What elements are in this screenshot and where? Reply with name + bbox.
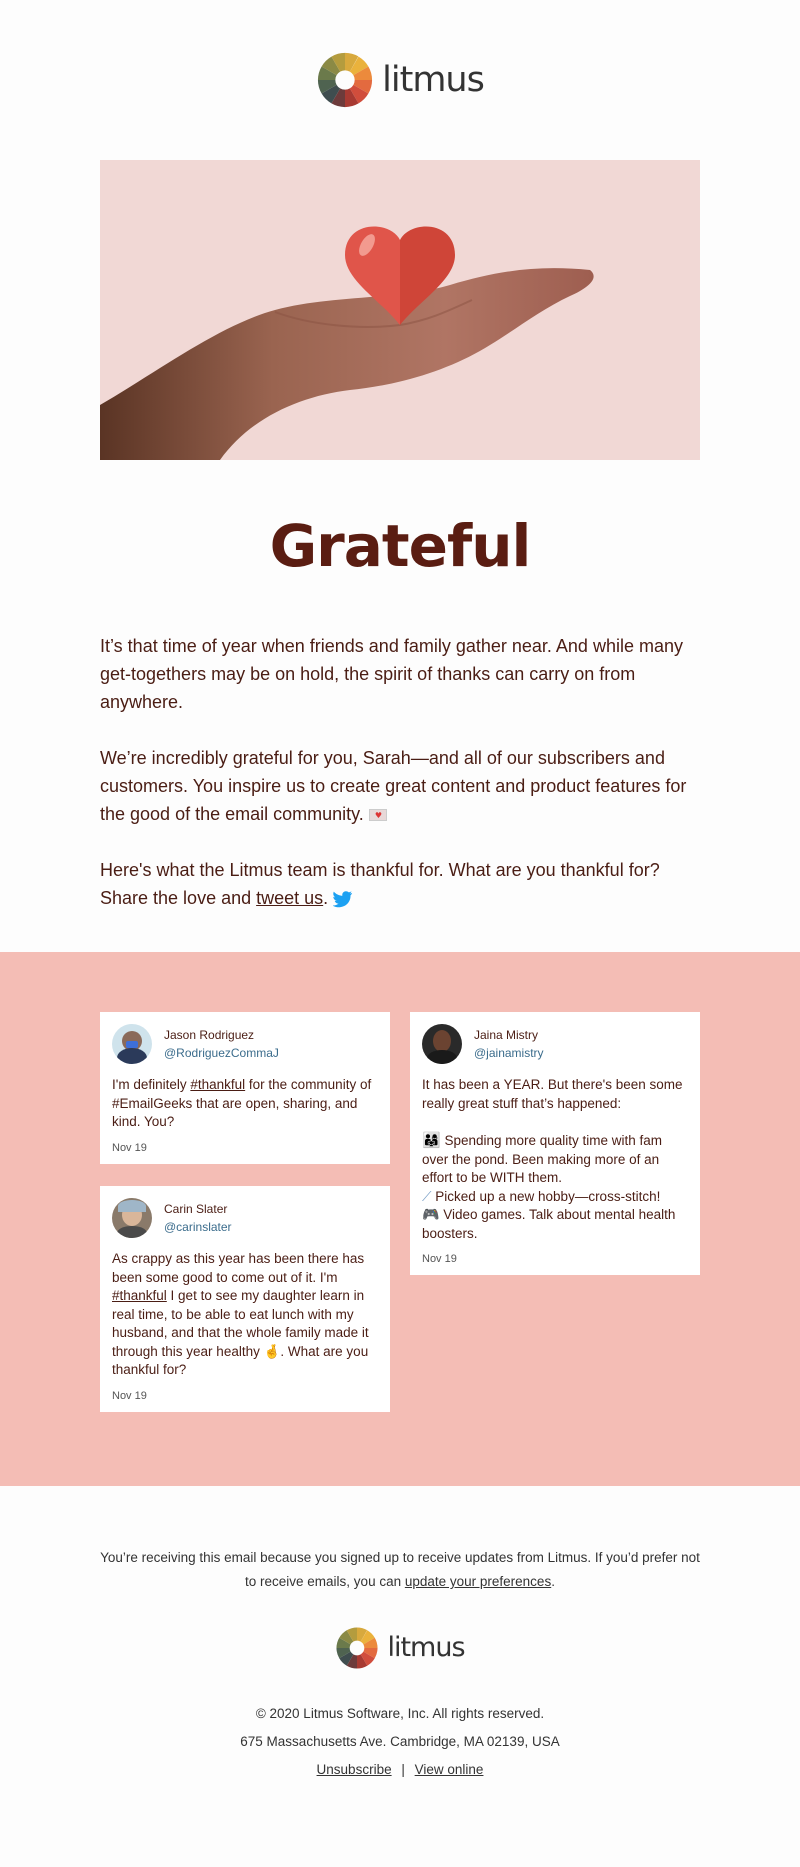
tweet-text: As crappy as this year has been there has been some good to come out of it. I'm [112, 1251, 365, 1285]
tweet-body [112, 1250, 378, 1380]
hashtag-link[interactable]: #thankful [190, 1077, 246, 1092]
intro-paragraph-3 [100, 856, 700, 912]
intro-paragraph-2-text: We’re incredibly grateful for you, Sarah—and all of our subscribers and customers. You inspire us to create great content and product features for the good of the email community. [100, 748, 687, 824]
author-name: Jason Rodriguez [164, 1028, 255, 1042]
tweet-us-link[interactable]: tweet us [256, 888, 324, 908]
footer-links [0, 1758, 800, 1782]
intro-section [100, 580, 700, 912]
tweet-date: Nov 19 [112, 1141, 147, 1154]
crossed-fingers-icon: 🤞 [263, 1343, 281, 1360]
copyright: © 2020 Litmus Software, Inc. All rights reserved. [255, 1706, 545, 1721]
footer-logo[interactable] [0, 1624, 800, 1672]
tweets-section [0, 952, 800, 1486]
author-name: Jaina Mistry [474, 1028, 539, 1042]
tweet-card[interactable] [100, 1012, 390, 1164]
tweet-header [112, 1198, 378, 1238]
tweet-body [112, 1076, 378, 1132]
update-preferences-link[interactable]: update your preferences [404, 1574, 552, 1589]
tweet-header [112, 1024, 378, 1064]
author-name: Carin Slater [164, 1202, 228, 1216]
tweet-item [422, 1206, 688, 1243]
author-handle[interactable]: @carinslater [164, 1220, 232, 1234]
tweet-item [422, 1131, 688, 1188]
intro-paragraph-3-text: Here's what the Litmus team is thankful for. What are you thankful for? Share the love and [100, 860, 660, 908]
gamepad-icon: 🎮 [422, 1207, 440, 1223]
intro-paragraph-2 [100, 744, 700, 828]
avatar [112, 1198, 152, 1238]
intro-paragraph-3-end: . [323, 888, 329, 908]
hashtag-link[interactable]: #thankful [112, 1288, 167, 1303]
page-title: Grateful [269, 512, 531, 580]
avatar [422, 1024, 462, 1064]
footer-link-separator: | [401, 1762, 405, 1777]
footer [0, 1486, 800, 1782]
hero-image [100, 160, 700, 460]
litmus-logo-icon [316, 51, 374, 109]
tweet-text-end: . What are you thankful for? [112, 1343, 369, 1377]
tweet-text: I'm definitely [112, 1077, 191, 1092]
tweet-item-text: Video games. Talk about mental health boosters. [422, 1207, 676, 1241]
header-logo[interactable] [0, 0, 800, 160]
tweet-author [474, 1028, 544, 1060]
tweet-item-text: Picked up a new hobby—cross-stitch! [435, 1188, 661, 1204]
tweet-author [164, 1028, 279, 1060]
unsubscribe-link[interactable]: Unsubscribe [316, 1762, 392, 1777]
tweet-text-cont: I get to see my daughter learn in real time, to be able to eat lunch with my husband, and that the whole family made it through this year healthy [112, 1288, 369, 1359]
author-handle[interactable]: @jainamistry [474, 1046, 544, 1060]
author-handle[interactable]: @RodriguezCommaJ [164, 1046, 279, 1060]
tweet-card[interactable] [100, 1186, 390, 1412]
tweet-item [422, 1188, 688, 1207]
tweet-header [422, 1024, 688, 1064]
family-icon: 👨‍👩‍👧 [422, 1131, 441, 1149]
view-online-link[interactable]: View online [414, 1762, 484, 1777]
avatar [112, 1024, 152, 1064]
tweet-date: Nov 19 [112, 1389, 147, 1402]
tweet-body [422, 1076, 688, 1243]
address: 675 Massachusetts Ave. Cambridge, MA 02139, USA [240, 1734, 560, 1749]
tweet-intro: It has been a YEAR. But there's been some really great stuff that’s happened: [422, 1077, 683, 1111]
brand-name: litmus [382, 60, 484, 100]
tweet-card[interactable] [410, 1012, 700, 1275]
brand-name: litmus [387, 1632, 465, 1663]
footer-notice [95, 1546, 705, 1594]
footer-notice-end: . [551, 1574, 555, 1589]
tweet-author [164, 1202, 232, 1234]
tweet-item-text: Spending more quality time with fam over the pond. Been making more of an effort to be WITH them. [422, 1133, 663, 1185]
litmus-logo-icon [335, 1626, 379, 1670]
tweet-text-cont: for the community of #EmailGeeks that are open, sharing, and kind. You? [112, 1077, 372, 1129]
needle-icon: ⟋ [422, 1188, 432, 1205]
intro-paragraph-1: It’s that time of year when friends and family gather near. And while many get-togethers may be on hold, the spirit of thanks can carry on from anywhere. [100, 636, 683, 712]
love-letter-icon: ♥ [369, 809, 387, 821]
twitter-bird-icon [333, 891, 353, 908]
hand-heart-illustration [100, 160, 700, 460]
footer-notice-text: You’re receiving this email because you signed up to receive updates from Litmus. If you’d prefer not to receive emails, you can [100, 1550, 700, 1589]
tweet-date: Nov 19 [422, 1253, 457, 1265]
